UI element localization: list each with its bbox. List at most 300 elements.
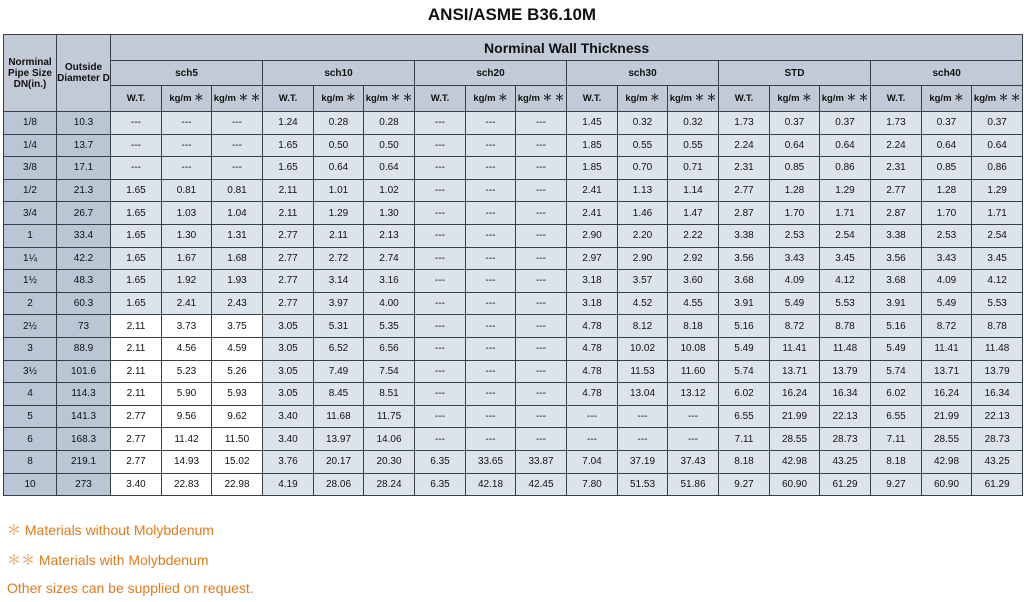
table-cell: 6.02	[871, 383, 922, 406]
table-cell: ---	[415, 360, 466, 383]
table-cell: ---	[415, 428, 466, 451]
table-cell: 3.60	[668, 270, 719, 293]
table-cell: ---	[212, 112, 263, 135]
table-cell: 3.91	[871, 292, 922, 315]
table-cell: 60.90	[922, 473, 972, 496]
table-cell: 8.78	[820, 315, 871, 338]
table-cell: ---	[516, 134, 567, 157]
table-cell: 7.04	[567, 450, 618, 473]
table-cell: 42.98	[922, 450, 972, 473]
header-sub-column: kg/m ＊ ＊	[820, 86, 871, 112]
cell-pipe-size: 1¼	[4, 247, 57, 270]
table-cell: 1.46	[618, 202, 668, 225]
table-cell: 5.49	[719, 337, 770, 360]
cell-outside-diameter: 42.2	[57, 247, 111, 270]
page-title: ANSI/ASME B36.10M	[427, 5, 597, 24]
header-sub-column: W.T.	[415, 86, 466, 112]
table-cell: 11.53	[618, 360, 668, 383]
table-cell: 33.87	[516, 450, 567, 473]
cell-outside-diameter: 33.4	[57, 224, 111, 247]
cell-pipe-size: 8	[4, 450, 57, 473]
header-schedule: sch10	[263, 61, 415, 86]
table-cell: 2.77	[263, 292, 314, 315]
table-cell: 5.16	[719, 315, 770, 338]
table-cell: 2.77	[719, 179, 770, 202]
cell-pipe-size: 3/4	[4, 202, 57, 225]
table-cell: 0.37	[770, 112, 820, 135]
table-cell: 1.29	[820, 179, 871, 202]
table-cell: 5.90	[162, 383, 212, 406]
table-cell: 20.17	[314, 450, 364, 473]
table-row	[4, 157, 1023, 180]
table-cell: 28.24	[364, 473, 415, 496]
table-cell: 1.93	[212, 270, 263, 293]
table-cell: 13.79	[972, 360, 1023, 383]
table-cell: 4.56	[162, 337, 212, 360]
table-cell: 6.35	[415, 473, 466, 496]
table-cell: 0.32	[668, 112, 719, 135]
table-cell: ---	[516, 224, 567, 247]
cell-outside-diameter: 219.1	[57, 450, 111, 473]
table-cell: 1.47	[668, 202, 719, 225]
table-cell: 37.19	[618, 450, 668, 473]
table-cell: 8.45	[314, 383, 364, 406]
table-cell: 3.75	[212, 315, 263, 338]
table-cell: ---	[516, 157, 567, 180]
table-cell: 2.74	[364, 247, 415, 270]
table-cell: 2.20	[618, 224, 668, 247]
cell-pipe-size: 1½	[4, 270, 57, 293]
table-cell: 0.37	[820, 112, 871, 135]
table-row	[4, 112, 1023, 135]
table-cell: 1.73	[871, 112, 922, 135]
cell-pipe-size: 1/4	[4, 134, 57, 157]
table-cell: 0.85	[922, 157, 972, 180]
table-cell: ---	[516, 247, 567, 270]
table-cell: 13.12	[668, 383, 719, 406]
header-sub-column: kg/m ＊	[314, 86, 364, 112]
table-cell: 2.11	[263, 179, 314, 202]
table-cell: 5.74	[719, 360, 770, 383]
table-cell: 14.06	[364, 428, 415, 451]
table-cell: 2.92	[668, 247, 719, 270]
cell-outside-diameter: 13.7	[57, 134, 111, 157]
table-cell: 3.05	[263, 383, 314, 406]
table-cell: ---	[516, 337, 567, 360]
table-cell: 9.56	[162, 405, 212, 428]
table-cell: 2.41	[162, 292, 212, 315]
table-cell: 0.50	[364, 134, 415, 157]
table-cell: ---	[415, 134, 466, 157]
table-cell: 16.34	[820, 383, 871, 406]
table-cell: 1.68	[212, 247, 263, 270]
table-cell: 3.76	[263, 450, 314, 473]
table-cell: 5.26	[212, 360, 263, 383]
table-cell: 4.00	[364, 292, 415, 315]
cell-pipe-size: 2½	[4, 315, 57, 338]
table-cell: 0.37	[972, 112, 1023, 135]
table-cell: 43.25	[820, 450, 871, 473]
table-cell: ---	[415, 179, 466, 202]
table-cell: 42.98	[770, 450, 820, 473]
table-cell: 28.55	[770, 428, 820, 451]
table-cell: 1.14	[668, 179, 719, 202]
table-cell: 28.73	[820, 428, 871, 451]
table-cell: 0.64	[820, 134, 871, 157]
header-sub-column: kg/m ＊ ＊	[972, 86, 1023, 112]
table-cell: 3.05	[263, 315, 314, 338]
table-cell: 1.65	[111, 224, 162, 247]
table-cell: ---	[567, 428, 618, 451]
header-schedule: sch20	[415, 61, 567, 86]
table-cell: 42.18	[466, 473, 516, 496]
table-cell: 0.81	[162, 179, 212, 202]
table-cell: 5.53	[972, 292, 1023, 315]
table-cell: 3.18	[567, 270, 618, 293]
table-cell: 11.75	[364, 405, 415, 428]
table-cell: 1.31	[212, 224, 263, 247]
cell-outside-diameter: 21.3	[57, 179, 111, 202]
table-cell: 2.53	[770, 224, 820, 247]
table-cell: 0.70	[618, 157, 668, 180]
table-cell: 5.49	[922, 292, 972, 315]
table-cell: 1.30	[162, 224, 212, 247]
table-cell: 28.73	[972, 428, 1023, 451]
table-cell: 42.45	[516, 473, 567, 496]
table-cell: 1.65	[111, 179, 162, 202]
table-cell: 37.43	[668, 450, 719, 473]
table-cell: 5.74	[871, 360, 922, 383]
table-cell: 1.71	[972, 202, 1023, 225]
table-cell: 5.23	[162, 360, 212, 383]
table-cell: 3.45	[820, 247, 871, 270]
table-cell: ---	[516, 270, 567, 293]
table-cell: 4.78	[567, 360, 618, 383]
table-cell: 51.86	[668, 473, 719, 496]
table-cell: 4.12	[820, 270, 871, 293]
header-wall-thickness: Norminal Wall Thickness	[111, 35, 1023, 61]
table-cell: 8.72	[770, 315, 820, 338]
table-cell: 4.78	[567, 337, 618, 360]
table-cell: 1.30	[364, 202, 415, 225]
table-cell: ---	[516, 179, 567, 202]
table-cell: 0.37	[922, 112, 972, 135]
table-row	[4, 292, 1023, 315]
table-cell: 0.55	[618, 134, 668, 157]
table-cell: 61.29	[972, 473, 1023, 496]
table-cell: 10.08	[668, 337, 719, 360]
table-cell: 4.09	[770, 270, 820, 293]
table-cell: 2.11	[111, 383, 162, 406]
table-cell: 3.40	[263, 405, 314, 428]
table-cell: 3.73	[162, 315, 212, 338]
table-cell: 2.77	[871, 179, 922, 202]
table-cell: 2.13	[364, 224, 415, 247]
table-cell: ---	[516, 315, 567, 338]
table-row	[4, 247, 1023, 270]
table-cell: ---	[466, 157, 516, 180]
table-cell: ---	[415, 157, 466, 180]
table-cell: 5.35	[364, 315, 415, 338]
table-cell: 5.31	[314, 315, 364, 338]
table-cell: 2.54	[820, 224, 871, 247]
table-cell: 13.04	[618, 383, 668, 406]
table-cell: 8.18	[668, 315, 719, 338]
table-cell: ---	[415, 202, 466, 225]
table-cell: ---	[466, 315, 516, 338]
table-cell: 0.64	[364, 157, 415, 180]
table-cell: 0.64	[922, 134, 972, 157]
table-cell: 1.73	[719, 112, 770, 135]
table-cell: 3.05	[263, 360, 314, 383]
table-cell: 1.29	[314, 202, 364, 225]
header-sub-column: W.T.	[871, 86, 922, 112]
cell-outside-diameter: 26.7	[57, 202, 111, 225]
table-cell: 1.65	[111, 270, 162, 293]
note-with-molybdenum: ＊＊ Materials with Molybdenum	[7, 552, 209, 568]
header-sub-column: kg/m ＊	[162, 86, 212, 112]
table-cell: 3.18	[567, 292, 618, 315]
cell-outside-diameter: 273	[57, 473, 111, 496]
table-cell: ---	[466, 112, 516, 135]
table-cell: ---	[618, 405, 668, 428]
table-cell: 3.57	[618, 270, 668, 293]
table-row	[4, 270, 1023, 293]
table-cell: ---	[516, 292, 567, 315]
header-sub-column: kg/m ＊	[466, 86, 516, 112]
table-cell: 1.65	[111, 247, 162, 270]
table-cell: ---	[466, 202, 516, 225]
table-cell: 0.28	[314, 112, 364, 135]
cell-outside-diameter: 141.3	[57, 405, 111, 428]
table-cell: 3.68	[719, 270, 770, 293]
table-cell: ---	[618, 428, 668, 451]
header-sub-column: kg/m ＊ ＊	[364, 86, 415, 112]
table-cell: 7.49	[314, 360, 364, 383]
table-cell: 3.43	[922, 247, 972, 270]
table-cell: 8.18	[871, 450, 922, 473]
cell-pipe-size: 1/2	[4, 179, 57, 202]
cell-pipe-size: 1/8	[4, 112, 57, 135]
table-cell: 2.24	[871, 134, 922, 157]
table-cell: 3.97	[314, 292, 364, 315]
table-cell: 28.06	[314, 473, 364, 496]
table-cell: 2.77	[263, 270, 314, 293]
table-cell: 16.24	[922, 383, 972, 406]
cell-pipe-size: 3½	[4, 360, 57, 383]
table-cell: ---	[466, 224, 516, 247]
table-cell: 3.14	[314, 270, 364, 293]
header-schedule: STD	[719, 61, 871, 86]
table-cell: 20.30	[364, 450, 415, 473]
table-row	[4, 337, 1023, 360]
header-sub-column: W.T.	[111, 86, 162, 112]
table-cell: ---	[466, 270, 516, 293]
table-cell: 2.77	[263, 224, 314, 247]
table-cell: 2.31	[871, 157, 922, 180]
table-cell: 6.52	[314, 337, 364, 360]
table-cell: 11.48	[972, 337, 1023, 360]
table-cell: 2.90	[618, 247, 668, 270]
table-cell: 3.38	[719, 224, 770, 247]
table-cell: ---	[516, 405, 567, 428]
table-row	[4, 473, 1023, 496]
table-cell: 1.85	[567, 157, 618, 180]
cell-pipe-size: 2	[4, 292, 57, 315]
table-cell: ---	[162, 157, 212, 180]
table-cell: 2.11	[111, 360, 162, 383]
table-cell: 1.65	[263, 134, 314, 157]
header-nominal-pipe-size: Norminal Pipe Size DN(in.)	[4, 35, 57, 112]
cell-outside-diameter: 114.3	[57, 383, 111, 406]
table-cell: 28.55	[922, 428, 972, 451]
table-cell: 5.93	[212, 383, 263, 406]
table-cell: 4.52	[618, 292, 668, 315]
table-cell: 51.53	[618, 473, 668, 496]
table-cell: 11.68	[314, 405, 364, 428]
table-cell: ---	[415, 337, 466, 360]
cell-pipe-size: 1	[4, 224, 57, 247]
table-cell: 2.77	[111, 450, 162, 473]
table-cell: ---	[415, 270, 466, 293]
table-cell: 22.13	[972, 405, 1023, 428]
table-cell: ---	[466, 134, 516, 157]
cell-outside-diameter: 17.1	[57, 157, 111, 180]
table-cell: ---	[516, 360, 567, 383]
table-cell: ---	[466, 360, 516, 383]
table-cell: 2.77	[263, 247, 314, 270]
table-cell: 21.99	[770, 405, 820, 428]
table-cell: ---	[415, 315, 466, 338]
table-cell: 1.70	[770, 202, 820, 225]
table-cell: 2.43	[212, 292, 263, 315]
table-cell: ---	[415, 292, 466, 315]
cell-pipe-size: 3	[4, 337, 57, 360]
table-cell: 11.41	[922, 337, 972, 360]
table-cell: 1.02	[364, 179, 415, 202]
table-cell: 7.80	[567, 473, 618, 496]
table-cell: 9.27	[871, 473, 922, 496]
table-cell: 0.86	[972, 157, 1023, 180]
table-cell: 15.02	[212, 450, 263, 473]
table-cell: 5.49	[770, 292, 820, 315]
table-cell: 13.97	[314, 428, 364, 451]
table-cell: 1.70	[922, 202, 972, 225]
table-row	[4, 202, 1023, 225]
table-cell: 1.85	[567, 134, 618, 157]
note-other-sizes: Other sizes can be supplied on request.	[7, 580, 254, 596]
header-outside-diameter: Outside Diameter D	[57, 35, 111, 112]
table-cell: 2.41	[567, 202, 618, 225]
cell-outside-diameter: 10.3	[57, 112, 111, 135]
table-row	[4, 360, 1023, 383]
table-cell: 1.28	[770, 179, 820, 202]
table-cell: 8.72	[922, 315, 972, 338]
table-cell: 11.42	[162, 428, 212, 451]
table-cell: 1.03	[162, 202, 212, 225]
table-cell: 5.53	[820, 292, 871, 315]
table-cell: 8.12	[618, 315, 668, 338]
table-cell: ---	[212, 134, 263, 157]
table-cell: 8.18	[719, 450, 770, 473]
header-schedule: sch5	[111, 61, 263, 86]
cell-outside-diameter: 168.3	[57, 428, 111, 451]
table-cell: 13.79	[820, 360, 871, 383]
table-cell: 2.11	[314, 224, 364, 247]
table-cell: ---	[162, 134, 212, 157]
table-cell: 3.16	[364, 270, 415, 293]
table-cell: 1.65	[111, 292, 162, 315]
table-row	[4, 134, 1023, 157]
table-cell: 3.05	[263, 337, 314, 360]
table-cell: 2.11	[111, 315, 162, 338]
table-cell: 3.56	[871, 247, 922, 270]
cell-outside-diameter: 73	[57, 315, 111, 338]
table-cell: 3.68	[871, 270, 922, 293]
table-cell: 3.56	[719, 247, 770, 270]
table-row	[4, 428, 1023, 451]
table-cell: 2.53	[922, 224, 972, 247]
table-cell: 7.11	[871, 428, 922, 451]
table-cell: ---	[668, 428, 719, 451]
table-cell: ---	[466, 179, 516, 202]
table-cell: 0.71	[668, 157, 719, 180]
table-cell: 2.24	[719, 134, 770, 157]
table-cell: 3.40	[111, 473, 162, 496]
table-cell: 6.56	[364, 337, 415, 360]
table-cell: 1.29	[972, 179, 1023, 202]
cell-pipe-size: 3/8	[4, 157, 57, 180]
table-cell: 1.71	[820, 202, 871, 225]
table-cell: 1.65	[111, 202, 162, 225]
cell-outside-diameter: 101.6	[57, 360, 111, 383]
table-cell: 1.28	[922, 179, 972, 202]
table-cell: 16.34	[972, 383, 1023, 406]
table-cell: ---	[466, 337, 516, 360]
table-cell: 61.29	[820, 473, 871, 496]
table-cell: 4.55	[668, 292, 719, 315]
table-cell: 2.77	[111, 405, 162, 428]
table-cell: 22.83	[162, 473, 212, 496]
table-cell: 11.60	[668, 360, 719, 383]
note-without-molybdenum: ＊ Materials without Molybdenum	[7, 522, 214, 538]
table-cell: 0.64	[314, 157, 364, 180]
table-cell: 0.64	[972, 134, 1023, 157]
table-cell: 13.71	[770, 360, 820, 383]
table-cell: 2.90	[567, 224, 618, 247]
table-cell: 1.04	[212, 202, 263, 225]
table-cell: 16.24	[770, 383, 820, 406]
header-sub-column: W.T.	[719, 86, 770, 112]
table-cell: ---	[668, 405, 719, 428]
table-row	[4, 315, 1023, 338]
cell-pipe-size: 6	[4, 428, 57, 451]
table-cell: 3.43	[770, 247, 820, 270]
table-cell: 2.22	[668, 224, 719, 247]
table-cell: 1.45	[567, 112, 618, 135]
table-cell: ---	[466, 428, 516, 451]
table-cell: 4.12	[972, 270, 1023, 293]
table-cell: 0.86	[820, 157, 871, 180]
table-cell: 3.91	[719, 292, 770, 315]
table-cell: 0.64	[770, 134, 820, 157]
table-cell: 0.55	[668, 134, 719, 157]
table-cell: ---	[111, 134, 162, 157]
table-cell: ---	[415, 224, 466, 247]
cell-pipe-size: 4	[4, 383, 57, 406]
cell-outside-diameter: 60.3	[57, 292, 111, 315]
header-sub-column: kg/m ＊	[618, 86, 668, 112]
